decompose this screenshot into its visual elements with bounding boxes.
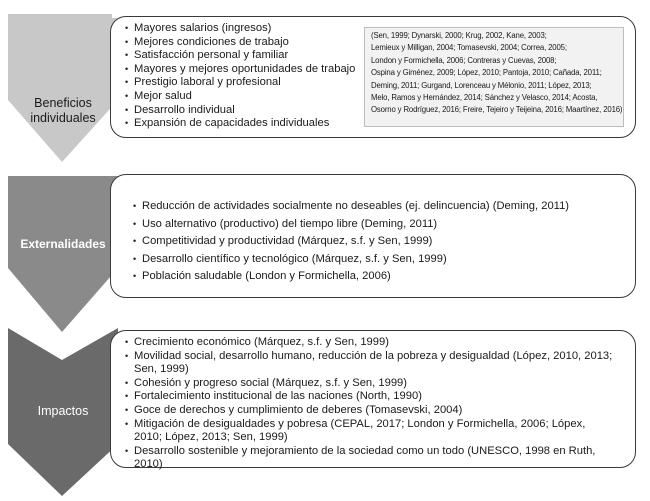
list-item: • Reducción de actividades socialmente no deseables (ej. delincuencia) (Deming, 2011) xyxy=(133,198,569,216)
impactos-list xyxy=(125,336,615,472)
list-item: • Mayores salarios (ingresos) xyxy=(125,22,355,36)
list-item: • Fortalecimiento institucional de las naciones (North, 1990) xyxy=(125,390,615,404)
list-item: • Desarrollo científico y tecnológico (Márquez, s.f. y Sen, 1999) xyxy=(133,251,569,269)
reference-line: Osorno y Rodríguez, 2016; Freire, Tejeiro y Teijeina, 2016; Maartínez, 2016) xyxy=(371,105,623,115)
references-box xyxy=(364,27,624,127)
list-item: • Mejores condiciones de trabajo xyxy=(125,36,355,50)
reference-line: Ospina y Giménez, 2009; López, 2010; Pantoja, 2010; Cañada, 2011; xyxy=(371,68,602,78)
beneficios-list xyxy=(125,22,355,131)
category-label-externalidades: Externalidades xyxy=(20,237,106,251)
list-item: • Cohesión y progreso social (Márquez, s.f. y Sen, 1999) xyxy=(125,377,615,391)
reference-line: London y Formichella, 2006; Contreras y Cuevas, 2008; xyxy=(371,55,557,65)
list-item: • Desarrollo sostenible y mejoramiento de la sociedad como un todo (UNESCO, 1998 en Ruth, 2010) xyxy=(125,445,615,472)
list-item: • Goce de derechos y cumplimiento de deberes (Tomasevski, 2004) xyxy=(125,404,615,418)
category-label-impactos: Impactos xyxy=(37,404,89,418)
list-item: • Prestigio laboral y profesional xyxy=(125,76,355,90)
list-item: • Población saludable (London y Formichella, 2006) xyxy=(133,268,569,286)
list-item: • Desarrollo individual xyxy=(125,104,355,118)
list-item: • Competitividad y productividad (Márquez, s.f. y Sen, 1999) xyxy=(133,233,569,251)
category-label-beneficios: Beneficios individuales xyxy=(30,96,96,125)
chevron-externalidades xyxy=(8,176,118,332)
list-item: • Movilidad social, desarrollo humano, reducción de la pobreza y desigualdad (López, 2010, 2013; Sen, 1999) xyxy=(125,350,615,377)
list-item: • Mitigación de desigualdades y pobresa (CEPAL, 2017; London y Formichella, 2006; Lópex, 2010; López, 2013; Sen, 1999) xyxy=(125,418,615,445)
list-item: • Uso alternativo (productivo) del tiempo libre (Deming, 2011) xyxy=(133,216,569,234)
list-item: • Mejor salud xyxy=(125,90,355,104)
reference-line: Melo, Ramos y Hernández, 2014; Sánchez y Velasco, 2014; Acosta, xyxy=(371,93,598,103)
impactos-box xyxy=(110,330,636,471)
reference-line: Lemieux y Milligan, 2004; Tomasevski, 2004; Correa, 2005; xyxy=(371,43,567,53)
list-item: • Crecimiento económico (Márquez, s.f. y Sen, 1999) xyxy=(125,336,615,350)
list-item: • Expansión de capacidades individuales xyxy=(125,117,355,131)
externalidades-box xyxy=(110,174,636,298)
reference-line: (Sen, 1999; Dynarski, 2000; Krug, 2002, Kane, 2003; xyxy=(371,31,547,40)
list-item: • Mayores y mejores oportunidades de trabajo xyxy=(125,63,355,77)
list-item: • Satisfacción personal y familiar xyxy=(125,49,355,63)
externalidades-list xyxy=(133,198,569,286)
reference-line: Deming, 2011; Gurgand, Lorenceau y Mélonio, 2011; López, 2013; xyxy=(371,80,592,90)
chevron-beneficios xyxy=(8,14,118,162)
